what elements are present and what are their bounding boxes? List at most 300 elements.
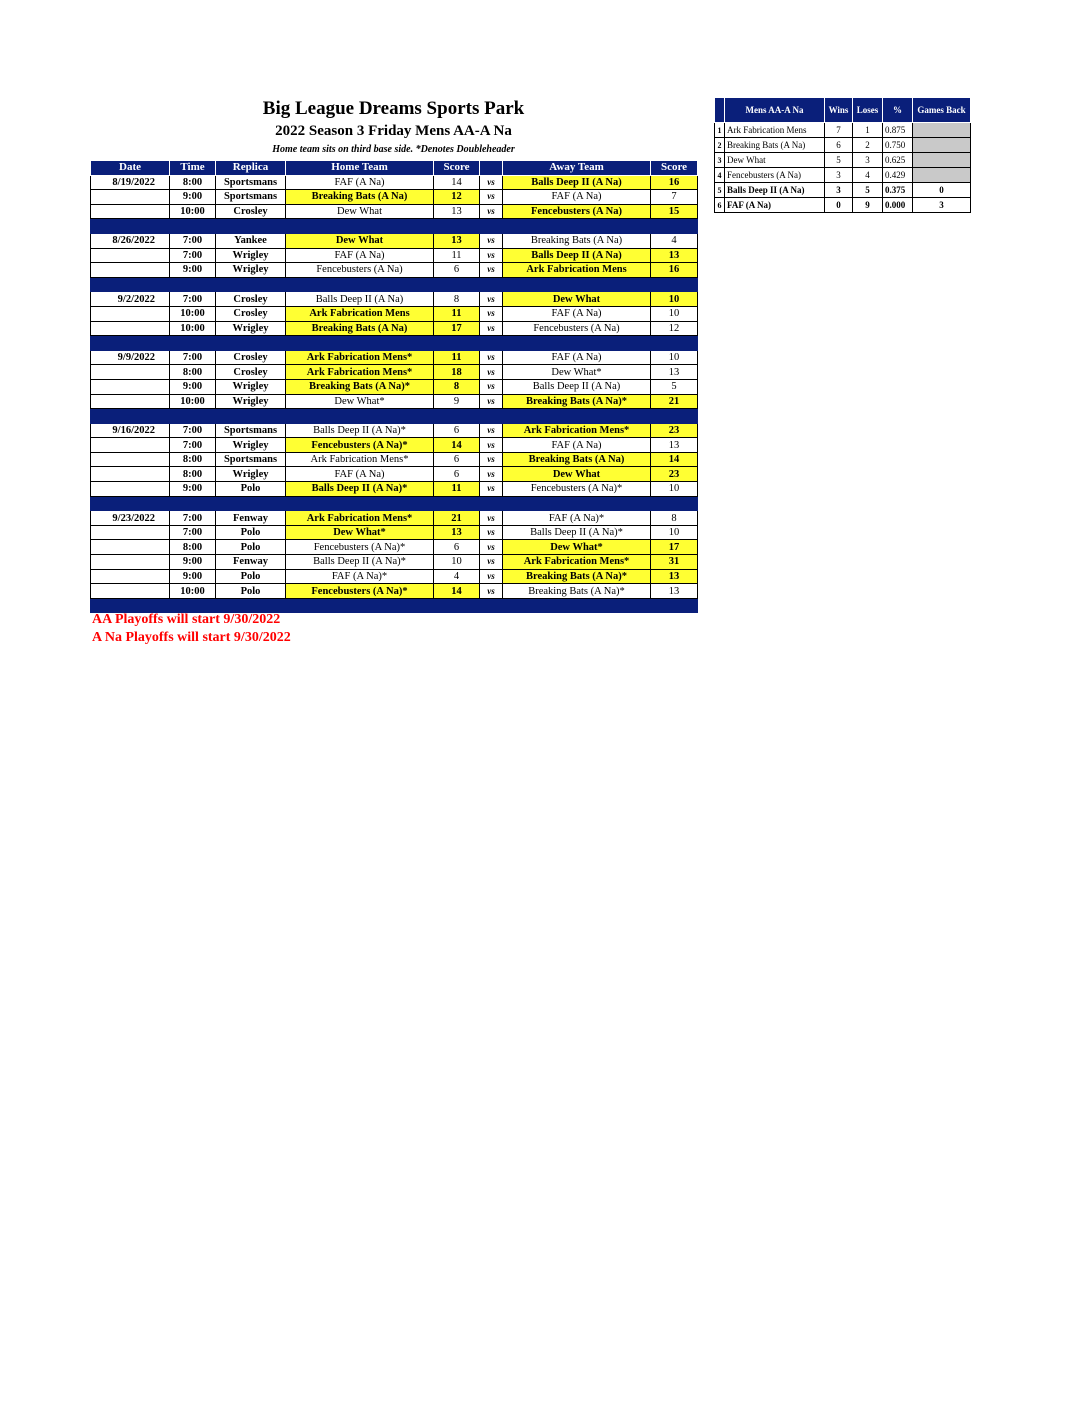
home-team: Breaking Bats (A Na)	[286, 321, 434, 336]
game-row	[91, 204, 698, 219]
standings-loses: 2	[853, 138, 883, 153]
game-row	[91, 540, 698, 555]
time-header: Time	[170, 161, 216, 176]
away-team: FAF (A Na)	[503, 306, 651, 321]
vs-label: vs	[480, 569, 503, 584]
home-score: 9	[434, 394, 480, 409]
game-time: 10:00	[170, 204, 216, 219]
away-team: FAF (A Na)	[503, 350, 651, 365]
standings-team: Ark Fabrication Mens	[725, 123, 825, 138]
game-field: Polo	[216, 540, 286, 555]
vs-label: vs	[480, 540, 503, 555]
home-score: 4	[434, 569, 480, 584]
standings-header-row	[715, 98, 971, 123]
home-team: Fencebusters (A Na)*	[286, 540, 434, 555]
home-score: 18	[434, 365, 480, 380]
away-score: 21	[651, 394, 698, 409]
home-score: 11	[434, 306, 480, 321]
game-time: 7:00	[170, 350, 216, 365]
vs-label: vs	[480, 175, 503, 190]
away-team: Balls Deep II (A Na)*	[503, 525, 651, 540]
game-row	[91, 452, 698, 467]
game-date: 9/16/2022	[91, 423, 170, 438]
standings-team: Breaking Bats (A Na)	[725, 138, 825, 153]
game-row	[91, 175, 698, 190]
page-subtitle: 2022 Season 3 Friday Mens AA-A Na	[275, 123, 512, 139]
home-score: 14	[434, 584, 480, 599]
standings-rank: 1	[715, 123, 725, 138]
away-score: 4	[651, 233, 698, 248]
home-score-header: Score	[434, 161, 480, 176]
separator-cell	[91, 336, 170, 351]
standings-row	[715, 183, 971, 198]
home-score: 6	[434, 263, 480, 278]
home-score: 14	[434, 438, 480, 453]
standings-loses: 5	[853, 183, 883, 198]
separator-cell	[651, 219, 698, 234]
game-date	[91, 248, 170, 263]
separator-cell	[503, 496, 651, 511]
standings-loses: 9	[853, 198, 883, 213]
game-time: 9:00	[170, 555, 216, 570]
away-score: 15	[651, 204, 698, 219]
separator-cell	[286, 496, 434, 511]
replica-header: Replica	[216, 161, 286, 176]
home-team: Ark Fabrication Mens*	[286, 452, 434, 467]
vs-label: vs	[480, 321, 503, 336]
standings-pct: 0.000	[883, 198, 913, 213]
week-separator	[91, 598, 698, 613]
game-field: Sportsmans	[216, 190, 286, 205]
away-score: 10	[651, 525, 698, 540]
separator-cell	[480, 277, 503, 292]
home-score: 14	[434, 175, 480, 190]
separator-cell	[91, 496, 170, 511]
game-time: 8:00	[170, 365, 216, 380]
separator-cell	[651, 496, 698, 511]
standings-loses: 3	[853, 153, 883, 168]
home-team: Balls Deep II (A Na)*	[286, 423, 434, 438]
game-row	[91, 292, 698, 307]
game-time: 8:00	[170, 540, 216, 555]
vs-label: vs	[480, 379, 503, 394]
game-field: Crosley	[216, 204, 286, 219]
vs-label: vs	[480, 292, 503, 307]
game-date: 8/19/2022	[91, 175, 170, 190]
home-team-note: Home team sits on third base side. *Denotes Doubleheader	[272, 144, 515, 155]
week-separator	[91, 336, 698, 351]
vs-label: vs	[480, 467, 503, 482]
home-team: Ark Fabrication Mens*	[286, 350, 434, 365]
away-team: FAF (A Na)*	[503, 511, 651, 526]
vs-label: vs	[480, 438, 503, 453]
home-team: Balls Deep II (A Na)*	[286, 555, 434, 570]
game-time: 8:00	[170, 467, 216, 482]
game-field: Wrigley	[216, 394, 286, 409]
home-team: Ark Fabrication Mens*	[286, 365, 434, 380]
away-score: 13	[651, 248, 698, 263]
game-field: Wrigley	[216, 248, 286, 263]
standings-row	[715, 153, 971, 168]
game-time: 10:00	[170, 306, 216, 321]
home-score: 13	[434, 233, 480, 248]
game-date	[91, 438, 170, 453]
home-team: FAF (A Na)	[286, 175, 434, 190]
away-team: Breaking Bats (A Na)	[503, 233, 651, 248]
separator-cell	[651, 409, 698, 424]
standings-loses: 4	[853, 168, 883, 183]
home-score: 8	[434, 379, 480, 394]
standings-rank: 2	[715, 138, 725, 153]
home-score: 6	[434, 467, 480, 482]
game-date	[91, 555, 170, 570]
games-back-header: Games Back	[913, 98, 971, 123]
game-field: Crosley	[216, 350, 286, 365]
vs-label: vs	[480, 306, 503, 321]
away-score: 13	[651, 584, 698, 599]
week-separator	[91, 409, 698, 424]
home-team: Dew What	[286, 204, 434, 219]
game-time: 7:00	[170, 292, 216, 307]
game-date	[91, 394, 170, 409]
standings-games-back	[913, 153, 971, 168]
game-date	[91, 452, 170, 467]
separator-cell	[434, 496, 480, 511]
separator-cell	[503, 277, 651, 292]
game-row	[91, 306, 698, 321]
away-score: 13	[651, 365, 698, 380]
vs-label: vs	[480, 511, 503, 526]
separator-cell	[434, 409, 480, 424]
game-field: Wrigley	[216, 263, 286, 278]
home-score: 17	[434, 321, 480, 336]
away-team: Dew What	[503, 292, 651, 307]
game-time: 10:00	[170, 394, 216, 409]
vs-label: vs	[480, 248, 503, 263]
away-score: 10	[651, 306, 698, 321]
away-team: Dew What*	[503, 365, 651, 380]
home-score: 6	[434, 423, 480, 438]
away-score: 16	[651, 175, 698, 190]
standings-table	[714, 97, 971, 213]
game-date	[91, 467, 170, 482]
away-team: Ark Fabrication Mens*	[503, 555, 651, 570]
away-score: 17	[651, 540, 698, 555]
standings-wins: 5	[825, 153, 853, 168]
game-date	[91, 204, 170, 219]
away-score: 31	[651, 555, 698, 570]
game-time: 9:00	[170, 263, 216, 278]
standings-rank: 6	[715, 198, 725, 213]
away-score-header: Score	[651, 161, 698, 176]
week-separator	[91, 219, 698, 234]
game-time: 8:00	[170, 452, 216, 467]
separator-cell	[170, 277, 216, 292]
home-team: Breaking Bats (A Na)*	[286, 379, 434, 394]
home-score: 11	[434, 482, 480, 497]
game-row	[91, 394, 698, 409]
game-field: Fenway	[216, 511, 286, 526]
separator-cell	[286, 598, 434, 613]
away-team: Ark Fabrication Mens*	[503, 423, 651, 438]
game-field: Wrigley	[216, 379, 286, 394]
game-date: 8/26/2022	[91, 233, 170, 248]
game-date	[91, 482, 170, 497]
away-team: FAF (A Na)	[503, 438, 651, 453]
vs-label: vs	[480, 233, 503, 248]
away-team: Dew What*	[503, 540, 651, 555]
game-time: 8:00	[170, 175, 216, 190]
game-row	[91, 482, 698, 497]
separator-cell	[503, 409, 651, 424]
vs-label: vs	[480, 350, 503, 365]
standings-pct: 0.375	[883, 183, 913, 198]
away-score: 10	[651, 482, 698, 497]
away-score: 23	[651, 467, 698, 482]
standings-pct: 0.750	[883, 138, 913, 153]
a-na-playoffs-note: A Na Playoffs will start 9/30/2022	[92, 630, 291, 645]
game-field: Sportsmans	[216, 423, 286, 438]
separator-cell	[216, 409, 286, 424]
vs-label: vs	[480, 555, 503, 570]
away-score: 10	[651, 350, 698, 365]
game-date	[91, 190, 170, 205]
game-date	[91, 321, 170, 336]
separator-cell	[216, 277, 286, 292]
standings-games-back: 0	[913, 183, 971, 198]
home-team: FAF (A Na)	[286, 467, 434, 482]
separator-cell	[216, 598, 286, 613]
separator-cell	[434, 219, 480, 234]
game-row	[91, 511, 698, 526]
away-score: 8	[651, 511, 698, 526]
game-row	[91, 584, 698, 599]
game-time: 10:00	[170, 584, 216, 599]
home-team: FAF (A Na)	[286, 248, 434, 263]
game-date	[91, 584, 170, 599]
wins-header: Wins	[825, 98, 853, 123]
standings-pct: 0.429	[883, 168, 913, 183]
game-row	[91, 263, 698, 278]
standings-team: Fencebusters (A Na)	[725, 168, 825, 183]
game-date	[91, 365, 170, 380]
away-team: Balls Deep II (A Na)	[503, 248, 651, 263]
away-score: 13	[651, 569, 698, 584]
standings-row	[715, 168, 971, 183]
away-score: 7	[651, 190, 698, 205]
separator-cell	[480, 219, 503, 234]
away-team: Dew What	[503, 467, 651, 482]
game-field: Sportsmans	[216, 175, 286, 190]
game-field: Polo	[216, 525, 286, 540]
home-team: Balls Deep II (A Na)	[286, 292, 434, 307]
separator-cell	[170, 336, 216, 351]
away-team: Ark Fabrication Mens	[503, 263, 651, 278]
game-date	[91, 306, 170, 321]
away-team-header: Away Team	[503, 161, 651, 176]
game-field: Wrigley	[216, 467, 286, 482]
vs-label: vs	[480, 525, 503, 540]
game-row	[91, 233, 698, 248]
separator-cell	[651, 277, 698, 292]
separator-cell	[480, 336, 503, 351]
away-score: 16	[651, 263, 698, 278]
standings-wins: 3	[825, 168, 853, 183]
division-header: Mens AA-A Na	[725, 98, 825, 123]
pct-header: %	[883, 98, 913, 123]
game-time: 7:00	[170, 233, 216, 248]
game-field: Polo	[216, 482, 286, 497]
game-row	[91, 438, 698, 453]
home-score: 6	[434, 452, 480, 467]
game-time: 7:00	[170, 423, 216, 438]
separator-cell	[651, 598, 698, 613]
separator-cell	[91, 598, 170, 613]
away-team: Breaking Bats (A Na)	[503, 452, 651, 467]
game-date	[91, 569, 170, 584]
game-field: Wrigley	[216, 321, 286, 336]
game-time: 9:00	[170, 379, 216, 394]
vs-label: vs	[480, 423, 503, 438]
game-time: 7:00	[170, 511, 216, 526]
home-team: Dew What	[286, 233, 434, 248]
game-row	[91, 525, 698, 540]
vs-label: vs	[480, 365, 503, 380]
vs-label: vs	[480, 482, 503, 497]
away-team: Breaking Bats (A Na)*	[503, 394, 651, 409]
standings-wins: 3	[825, 183, 853, 198]
home-team: Dew What*	[286, 525, 434, 540]
standings-games-back	[913, 168, 971, 183]
game-field: Crosley	[216, 365, 286, 380]
schedule-header-row	[91, 161, 698, 176]
separator-cell	[170, 219, 216, 234]
loses-header: Loses	[853, 98, 883, 123]
standings-pct: 0.625	[883, 153, 913, 168]
separator-cell	[480, 409, 503, 424]
standings-team: Dew What	[725, 153, 825, 168]
home-score: 21	[434, 511, 480, 526]
away-team: Breaking Bats (A Na)*	[503, 569, 651, 584]
standings-rank: 5	[715, 183, 725, 198]
home-score: 8	[434, 292, 480, 307]
home-score: 13	[434, 525, 480, 540]
home-score: 12	[434, 190, 480, 205]
separator-cell	[216, 496, 286, 511]
game-time: 10:00	[170, 321, 216, 336]
game-date	[91, 379, 170, 394]
home-score: 11	[434, 350, 480, 365]
standings-games-back: 3	[913, 198, 971, 213]
home-score: 11	[434, 248, 480, 263]
away-team: Fencebusters (A Na)	[503, 321, 651, 336]
vs-header	[480, 161, 503, 176]
separator-cell	[170, 598, 216, 613]
game-row	[91, 350, 698, 365]
home-team: Ark Fabrication Mens	[286, 306, 434, 321]
home-team: Balls Deep II (A Na)*	[286, 482, 434, 497]
separator-cell	[503, 219, 651, 234]
separator-cell	[91, 409, 170, 424]
game-field: Yankee	[216, 233, 286, 248]
home-team: Fencebusters (A Na)	[286, 263, 434, 278]
standings-loses: 1	[853, 123, 883, 138]
home-team: Breaking Bats (A Na)	[286, 190, 434, 205]
game-field: Polo	[216, 584, 286, 599]
game-date	[91, 540, 170, 555]
game-row	[91, 423, 698, 438]
away-score: 13	[651, 438, 698, 453]
away-team: Balls Deep II (A Na)	[503, 175, 651, 190]
game-date: 9/23/2022	[91, 511, 170, 526]
away-score: 10	[651, 292, 698, 307]
game-row	[91, 321, 698, 336]
away-score: 23	[651, 423, 698, 438]
game-row	[91, 248, 698, 263]
week-separator	[91, 496, 698, 511]
standings-team: Balls Deep II (A Na)	[725, 183, 825, 198]
separator-cell	[503, 336, 651, 351]
home-team: Fencebusters (A Na)*	[286, 438, 434, 453]
home-team-header: Home Team	[286, 161, 434, 176]
standings-row	[715, 138, 971, 153]
date-header: Date	[91, 161, 170, 176]
standings-pct: 0.875	[883, 123, 913, 138]
separator-cell	[434, 598, 480, 613]
separator-cell	[434, 336, 480, 351]
schedule-table	[90, 160, 698, 613]
away-team: FAF (A Na)	[503, 190, 651, 205]
game-date: 9/2/2022	[91, 292, 170, 307]
game-field: Crosley	[216, 306, 286, 321]
separator-cell	[480, 598, 503, 613]
away-score: 5	[651, 379, 698, 394]
home-team: Fencebusters (A Na)*	[286, 584, 434, 599]
standings-games-back	[913, 138, 971, 153]
aa-playoffs-note: AA Playoffs will start 9/30/2022	[92, 612, 281, 627]
home-team: FAF (A Na)*	[286, 569, 434, 584]
separator-cell	[503, 598, 651, 613]
vs-label: vs	[480, 394, 503, 409]
game-time: 7:00	[170, 438, 216, 453]
game-time: 7:00	[170, 525, 216, 540]
separator-cell	[216, 336, 286, 351]
vs-label: vs	[480, 204, 503, 219]
game-date: 9/9/2022	[91, 350, 170, 365]
game-row	[91, 365, 698, 380]
away-team: Breaking Bats (A Na)*	[503, 584, 651, 599]
standings-rank: 4	[715, 168, 725, 183]
standings-row	[715, 198, 971, 213]
game-field: Fenway	[216, 555, 286, 570]
rank-header	[715, 98, 725, 123]
game-row	[91, 379, 698, 394]
vs-label: vs	[480, 452, 503, 467]
separator-cell	[170, 496, 216, 511]
home-team: Ark Fabrication Mens*	[286, 511, 434, 526]
standings-team: FAF (A Na)	[725, 198, 825, 213]
separator-cell	[91, 277, 170, 292]
game-date	[91, 263, 170, 278]
game-time: 9:00	[170, 569, 216, 584]
game-time: 9:00	[170, 190, 216, 205]
game-field: Sportsmans	[216, 452, 286, 467]
away-score: 12	[651, 321, 698, 336]
separator-cell	[651, 336, 698, 351]
standings-wins: 7	[825, 123, 853, 138]
game-row	[91, 555, 698, 570]
vs-label: vs	[480, 190, 503, 205]
